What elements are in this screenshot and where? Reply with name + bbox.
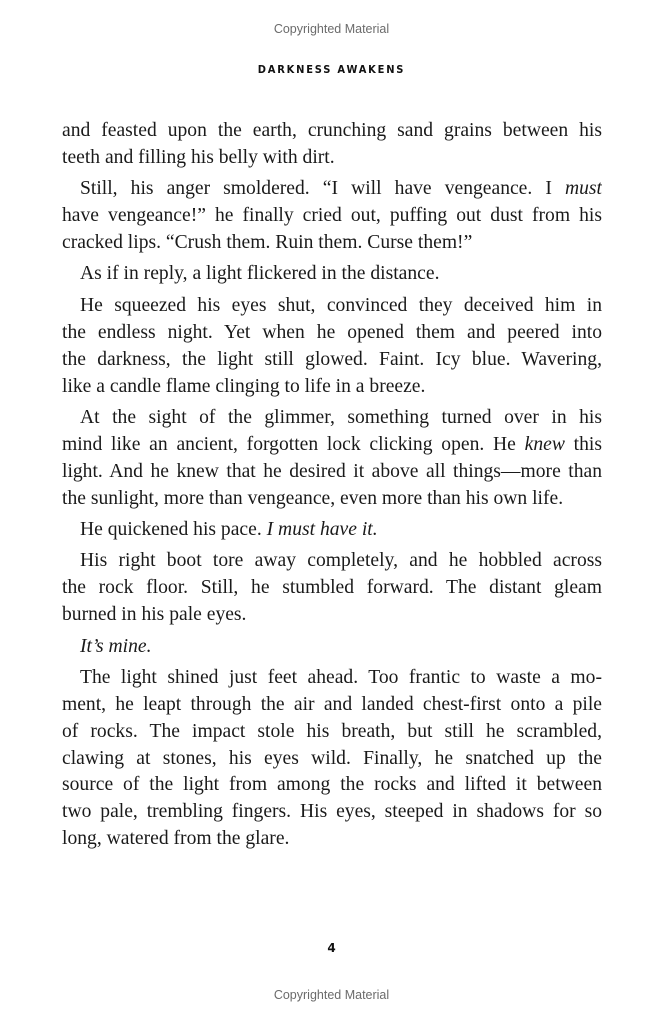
text-line bbox=[62, 602, 602, 629]
copyright-watermark-top: Copyrighted Material bbox=[273, 22, 390, 36]
italic-text: knew bbox=[524, 433, 565, 455]
text-segment: His right boot tore away completely, and he hobbled across bbox=[80, 550, 602, 572]
text-line bbox=[62, 665, 602, 692]
text-segment: light. And he knew that he desired it above all things—more than bbox=[62, 460, 602, 482]
text-line bbox=[62, 634, 602, 661]
text-segment: The light shined just feet ahead. Too frantic to waste a mo- bbox=[80, 666, 602, 688]
text-segment: the sunlight, more than vengeance, even more than his own life. bbox=[62, 487, 564, 509]
text-line bbox=[62, 320, 602, 347]
text-line bbox=[62, 459, 602, 486]
text-segment: the darkness, the light still glowed. Faint. Icy blue. Wavering, bbox=[62, 348, 602, 370]
text-segment: source of the light from among the rocks and lifted it between bbox=[62, 774, 602, 796]
text-line bbox=[62, 176, 602, 203]
text-segment: and feasted upon the earth, crunching sand grains between his bbox=[62, 120, 602, 141]
text-line bbox=[62, 347, 602, 374]
text-segment: Still, his anger smoldered. “I will have vengeance. I bbox=[80, 178, 565, 200]
text-segment: clawing at stones, his eyes wild. Finally, he snatched up the bbox=[62, 747, 602, 769]
text-segment: long, watered from the glare. bbox=[62, 828, 290, 850]
text-line bbox=[62, 405, 602, 432]
page-number: 4 bbox=[327, 941, 336, 955]
text-segment: have vengeance!” he finally cried out, puffing out dust from his bbox=[62, 205, 602, 227]
text-segment: ment, he leapt through the air and landed chest-first onto a pile bbox=[62, 693, 602, 715]
text-line bbox=[62, 432, 602, 459]
text-segment: mind like an ancient, forgotten lock clicking open. He bbox=[62, 433, 525, 455]
text-segment: like a candle flame clinging to life in a breeze. bbox=[62, 375, 426, 397]
text-line bbox=[62, 692, 602, 719]
text-segment: He quickened his pace. bbox=[80, 518, 267, 540]
text-segment: teeth and filling his belly with dirt. bbox=[62, 146, 335, 168]
text-segment: of rocks. The impact stole his breath, but still he scrambled, bbox=[62, 720, 602, 742]
text-line bbox=[62, 746, 602, 773]
text-segment: two pale, trembling fingers. His eyes, steeped in shadows for so bbox=[62, 801, 602, 823]
italic-text: It’s mine. bbox=[80, 635, 152, 657]
text-line bbox=[62, 826, 602, 853]
text-segment: this bbox=[564, 433, 602, 455]
text-line bbox=[62, 517, 602, 544]
copyright-watermark-bottom: Copyrighted Material bbox=[273, 988, 390, 1002]
text-segment: He squeezed his eyes shut, convinced they deceived him in bbox=[80, 294, 602, 316]
text-segment: At the sight of the glimmer, something turned over in his bbox=[80, 406, 602, 428]
text-segment: the rock floor. Still, he stumbled forward. The distant gleam bbox=[62, 577, 602, 599]
italic-text: must bbox=[564, 178, 602, 200]
text-segment: As if in reply, a light flickered in the distance. bbox=[80, 263, 440, 285]
text-line bbox=[62, 575, 602, 602]
running-head: DARKNESS AWAKENS bbox=[257, 63, 406, 76]
body-text bbox=[62, 118, 602, 853]
text-line bbox=[62, 772, 602, 799]
text-segment: cracked lips. “Crush them. Ruin them. Curse them!” bbox=[62, 232, 473, 254]
text-line bbox=[62, 203, 602, 230]
text-line bbox=[62, 293, 602, 320]
text-segment: the endless night. Yet when he opened them and peered into bbox=[62, 321, 602, 343]
text-line bbox=[62, 486, 602, 513]
text-line bbox=[62, 374, 602, 401]
text-segment: burned in his pale eyes. bbox=[62, 604, 247, 626]
text-line bbox=[62, 548, 602, 575]
text-line bbox=[62, 799, 602, 826]
text-line bbox=[62, 145, 602, 172]
text-line bbox=[62, 719, 602, 746]
text-line bbox=[62, 118, 602, 145]
text-line bbox=[62, 230, 602, 257]
text-line bbox=[62, 261, 602, 288]
italic-text: I must have it. bbox=[266, 518, 378, 540]
